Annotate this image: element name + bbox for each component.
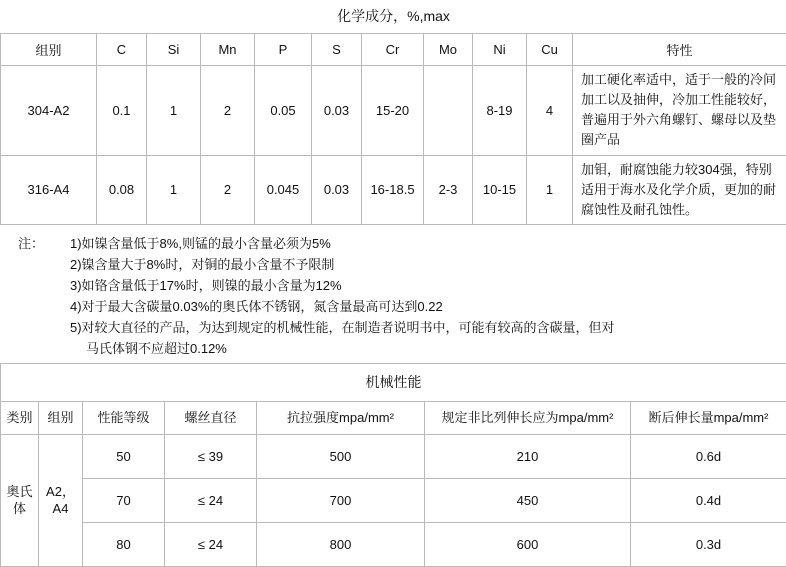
- mechanical-title: 机械性能: [1, 364, 786, 402]
- cell-yield-strength: 450: [425, 478, 631, 522]
- header-mo: Mo: [424, 34, 473, 66]
- header-ni: Ni: [473, 34, 527, 66]
- cell-tensile-strength: 700: [257, 478, 425, 522]
- header-p: P: [255, 34, 312, 66]
- list-item: 3)如铬含量低于17%时，则镍的最小含量为12%: [70, 275, 786, 296]
- header-yield-strength: 规定非比列伸长应为mpa/mm²: [425, 402, 631, 435]
- notes-section: [0, 225, 786, 363]
- cell-performance-grade: 50: [83, 434, 165, 478]
- header-si: Si: [147, 34, 201, 66]
- mechanical-title-row: [1, 364, 786, 402]
- header-mn: Mn: [201, 34, 255, 66]
- mechanical-header-row: [1, 402, 786, 435]
- cell-cr: 15-20: [362, 66, 424, 156]
- header-performance-grade: 性能等级: [83, 402, 165, 435]
- list-item-continuation: 马氏体钢不应超过0.12%: [70, 338, 786, 359]
- header-category: 类别: [1, 402, 39, 435]
- cell-yield-strength: 600: [425, 522, 631, 566]
- cell-mo: 2-3: [424, 155, 473, 224]
- table-row: [1, 66, 786, 156]
- table-row: [1, 478, 786, 522]
- cell-si: 1: [147, 155, 201, 224]
- cell-screw-diameter: ≤ 39: [165, 434, 257, 478]
- cell-elongation: 0.6d: [631, 434, 786, 478]
- cell-ni: 10-15: [473, 155, 527, 224]
- cell-ni: 8-19: [473, 66, 527, 156]
- chemical-title: 化学成分，%,max: [1, 0, 786, 34]
- cell-yield-strength: 210: [425, 434, 631, 478]
- list-item: 1)如镍含量低于8%,则锰的最小含量必须为5%: [70, 233, 786, 254]
- table-row: [1, 155, 786, 224]
- chemical-header-row: [1, 34, 786, 66]
- cell-group: 304-A2: [1, 66, 97, 156]
- cell-mn: 2: [201, 155, 255, 224]
- header-c: C: [97, 34, 147, 66]
- cell-screw-diameter: ≤ 24: [165, 478, 257, 522]
- header-s: S: [312, 34, 362, 66]
- cell-elongation: 0.3d: [631, 522, 786, 566]
- cell-feature: 加工硬化率适中，适于一般的冷间加工以及抽伸，冷加工性能较好，普遍用于外六角螺钉、螺母以及垫圈产品: [573, 66, 786, 156]
- header-cr: Cr: [362, 34, 424, 66]
- cell-cu: 4: [527, 66, 573, 156]
- table-row: [1, 434, 786, 478]
- notes-label: 注：: [18, 233, 70, 359]
- header-cu: Cu: [527, 34, 573, 66]
- cell-tensile-strength: 800: [257, 522, 425, 566]
- header-elongation: 断后伸长量mpa/mm²: [631, 402, 786, 435]
- cell-screw-diameter: ≤ 24: [165, 522, 257, 566]
- cell-p: 0.05: [255, 66, 312, 156]
- header-group: 组别: [1, 34, 97, 66]
- table-row: [1, 522, 786, 566]
- cell-tensile-strength: 500: [257, 434, 425, 478]
- cell-s: 0.03: [312, 155, 362, 224]
- chemical-composition-table: [0, 0, 786, 225]
- cell-group: 316-A4: [1, 155, 97, 224]
- cell-group: A2，A4: [39, 434, 83, 566]
- cell-feature: 加钼，耐腐蚀能力较304强，特别适用于海水及化学介质，更加的耐腐蚀性及耐孔蚀性。: [573, 155, 786, 224]
- cell-mo: [424, 66, 473, 156]
- header-group: 组别: [39, 402, 83, 435]
- cell-c: 0.08: [97, 155, 147, 224]
- cell-performance-grade: 80: [83, 522, 165, 566]
- cell-c: 0.1: [97, 66, 147, 156]
- mechanical-properties-table: [0, 363, 786, 567]
- cell-p: 0.045: [255, 155, 312, 224]
- header-tensile-strength: 抗拉强度mpa/mm²: [257, 402, 425, 435]
- cell-performance-grade: 70: [83, 478, 165, 522]
- cell-si: 1: [147, 66, 201, 156]
- chemical-title-row: [1, 0, 786, 34]
- cell-category: 奥氏体: [1, 434, 39, 566]
- list-item: 2)镍含量大于8%时，对铜的最小含量不予限制: [70, 254, 786, 275]
- cell-mn: 2: [201, 66, 255, 156]
- cell-elongation: 0.4d: [631, 478, 786, 522]
- notes-list: [70, 233, 786, 359]
- list-item: 5)对较大直径的产品，为达到规定的机械性能，在制造者说明书中，可能有较高的含碳量，但对: [70, 317, 786, 338]
- list-item: 4)对于最大含碳量0.03%的奥氏体不锈钢，氮含量最高可达到0.22: [70, 296, 786, 317]
- header-screw-diameter: 螺丝直径: [165, 402, 257, 435]
- cell-s: 0.03: [312, 66, 362, 156]
- header-feature: 特性: [573, 34, 786, 66]
- cell-cu: 1: [527, 155, 573, 224]
- cell-cr: 16-18.5: [362, 155, 424, 224]
